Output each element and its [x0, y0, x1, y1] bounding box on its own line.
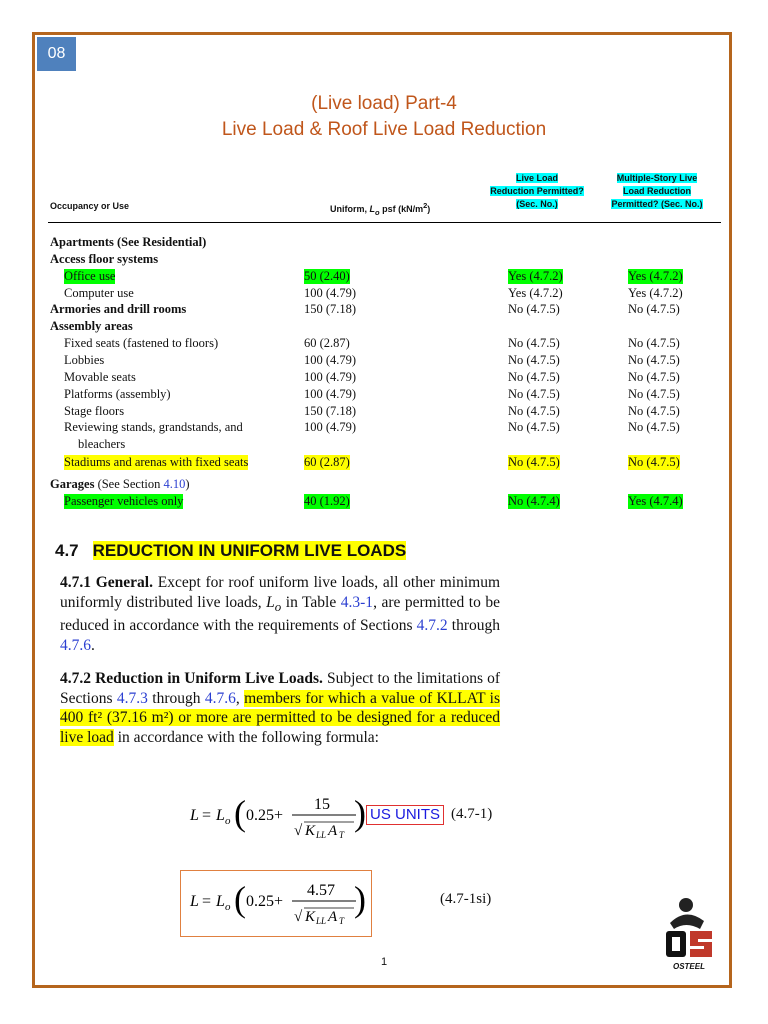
- svg-text:K: K: [305, 909, 316, 925]
- svg-text:OSTEEL: OSTEEL: [672, 962, 706, 971]
- svg-text:=: =: [202, 893, 212, 910]
- table-row: Movable seats 100 (4.79) No (4.7.5) No (4.7.5): [64, 370, 680, 384]
- table-row: Passenger vehicles only 40 (1.92) No (4.7.4) Yes (4.7.4): [64, 494, 683, 508]
- header-occupancy: Occupancy or Use: [50, 201, 130, 211]
- table-row: Access floor systems: [50, 252, 159, 266]
- link-table-4-3-1[interactable]: 4.3-1: [340, 593, 374, 611]
- formula-2-numerator: 4.57: [307, 882, 335, 899]
- table-row: bleachers: [78, 437, 126, 451]
- svg-text:L: L: [216, 893, 225, 910]
- link-4-7-3[interactable]: 4.7.3: [116, 689, 148, 707]
- svg-text:L: L: [216, 807, 225, 824]
- svg-text:): ): [354, 879, 366, 919]
- equation-number-1: (4.7-1): [451, 806, 493, 822]
- formula-1-numerator: 15: [314, 796, 330, 813]
- table-row: Apartments (See Residential): [50, 235, 207, 249]
- svg-text:(: (: [234, 879, 246, 919]
- link-4-7-6[interactable]: 4.7.6: [60, 636, 91, 654]
- section-heading: 4.7 REDUCTION IN UNIFORM LIVE LOADS: [55, 541, 407, 560]
- page-title: (Live load) Part-4: [311, 93, 457, 114]
- svg-text:(: (: [234, 793, 246, 833]
- table-row: Stadiums and arenas with fixed seats 60 (2.87) No (4.7.5) No (4.7.5): [64, 455, 680, 469]
- svg-text:): ): [354, 793, 366, 833]
- svg-text:0.25+: 0.25+: [246, 807, 284, 824]
- svg-text:A: A: [328, 823, 338, 839]
- svg-text:√: √: [294, 909, 303, 925]
- page-number: 1: [380, 956, 388, 968]
- table-row: Fixed seats (fastened to floors) 60 (2.87) No (4.7.5) No (4.7.5): [64, 336, 680, 350]
- svg-text:LL: LL: [316, 830, 327, 840]
- osteel-logo-icon: [660, 893, 718, 973]
- formula-si-units: [188, 876, 368, 932]
- lo-symbol: $L_o$: [266, 593, 282, 614]
- header-rule: [48, 222, 721, 223]
- paragraph-4-7-1: 4.7.1 General. Except for roof uniform live loads, all other minimum uniformly distributed live loads, $L_o$ in Table 4.3-1, are permitted to be reduced in accordance with the requirements of Sections 4.7.2 through 4.7.6.: [60, 574, 501, 654]
- link-section-4-10[interactable]: 4.10: [163, 477, 186, 491]
- svg-text:0.25+: 0.25+: [246, 893, 284, 910]
- svg-text:T: T: [339, 916, 345, 926]
- page-subtitle: Live Load & Roof Live Load Reduction: [221, 119, 547, 140]
- link-4-7-6[interactable]: 4.7.6: [204, 689, 236, 707]
- page-badge: 08: [37, 37, 76, 71]
- header-reduction: Live Load Reduction Permitted? (Sec. No.): [490, 173, 584, 209]
- header-multistory: Multiple-Story Live Load Reduction Permitted? (Sec. No.): [611, 173, 703, 209]
- svg-text:o: o: [225, 815, 231, 827]
- table-row: Reviewing stands, grandstands, and 100 (4.79) No (4.7.5) No (4.7.5): [64, 420, 680, 434]
- svg-text:o: o: [225, 901, 231, 913]
- svg-text:L: L: [190, 807, 199, 824]
- formula-us-units: [188, 790, 368, 842]
- table-row: Stage floors 150 (7.18) No (4.7.5) No (4.7.5): [64, 404, 680, 418]
- table-row: Garages (See Section 4.10): [50, 477, 190, 491]
- header-uniform: Uniform, $L_o$ psf $(kN/m^2)$: [330, 201, 431, 217]
- table-row: Lobbies 100 (4.79) No (4.7.5) No (4.7.5): [64, 353, 680, 367]
- table-row: Computer use 100 (4.79) Yes (4.7.2) Yes (4.7.2): [64, 286, 683, 300]
- svg-text:LL: LL: [316, 916, 327, 926]
- svg-text:=: =: [202, 807, 212, 824]
- svg-text:L: L: [190, 893, 199, 910]
- svg-text:K: K: [305, 823, 316, 839]
- table-row: Platforms (assembly) 100 (4.79) No (4.7.5) No (4.7.5): [64, 387, 680, 401]
- table-row: Armories and drill rooms 150 (7.18) No (4.7.5) No (4.7.5): [50, 302, 680, 316]
- svg-text:A: A: [328, 909, 338, 925]
- equation-number-2: (4.7-1si): [440, 891, 492, 907]
- us-units-tag: US UNITS: [366, 805, 444, 825]
- svg-text:T: T: [339, 830, 345, 840]
- link-4-7-2[interactable]: 4.7.2: [416, 617, 448, 635]
- table-row: Assembly areas: [50, 319, 133, 333]
- paragraph-4-7-2: 4.7.2 Reduction in Uniform Live Loads. Subject to the limitations of Sections 4.7.3 through 4.7.6, members for which a value of KLLAT is 400 ft² (37.16 m²) or more are permitted to be designed for a reduced live load in accordance with the following formula:: [60, 670, 500, 746]
- table-row: Office use 50 (2.40) Yes (4.7.2) Yes (4.7.2): [64, 269, 683, 283]
- svg-text:√: √: [294, 823, 303, 839]
